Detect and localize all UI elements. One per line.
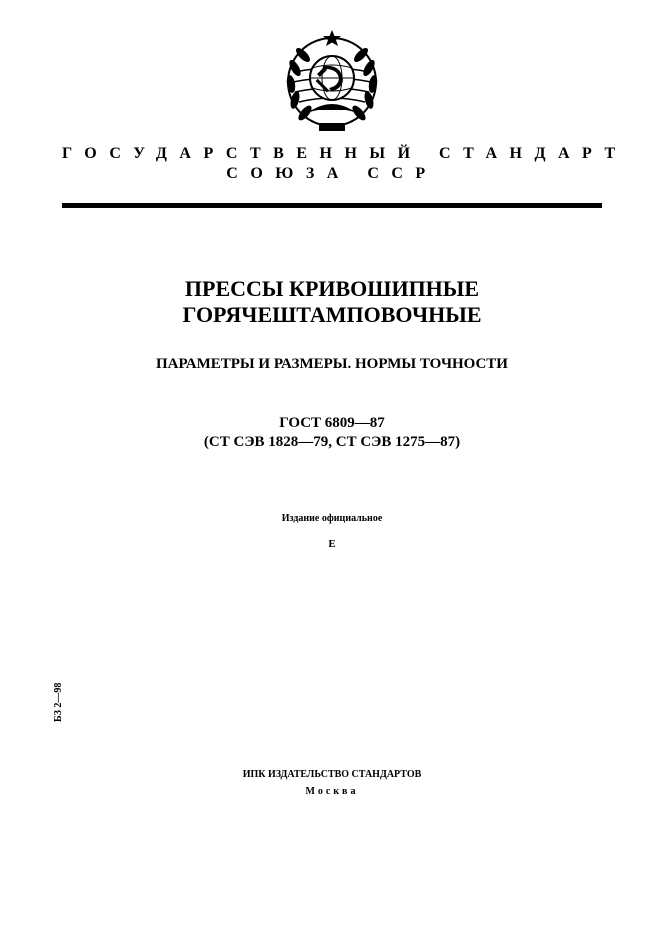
edition-label: Издание официальное	[281, 513, 383, 524]
standard-identifier	[62, 414, 602, 452]
side-code: БЗ 2—98	[53, 682, 64, 722]
edition-letter: Е	[328, 538, 336, 550]
publisher-city: Москва	[305, 786, 359, 797]
publisher-name: ИПК ИЗДАТЕЛЬСТВО СТАНДАРТОВ	[242, 769, 422, 780]
gost-number: ГОСТ 6809—87	[279, 415, 385, 431]
header-divider	[62, 203, 602, 208]
document-subtitle: ПАРАМЕТРЫ И РАЗМЕРЫ. НОРМЫ ТОЧНОСТИ	[156, 356, 508, 372]
state-emblem	[283, 28, 381, 136]
title-line-2: ГОРЯЧЕШТАМПОВОЧНЫЕ	[182, 302, 482, 327]
issuer-subtitle: СОЮЗА ССР	[226, 165, 438, 182]
issuer-title: ГОСУДАРСТВЕННЫЙ СТАНДАРТ	[62, 145, 628, 162]
document-title	[62, 276, 602, 328]
cmea-references: (СТ СЭВ 1828—79, СТ СЭВ 1275—87)	[203, 434, 461, 450]
title-line-1: ПРЕССЫ КРИВОШИПНЫЕ	[184, 276, 480, 301]
